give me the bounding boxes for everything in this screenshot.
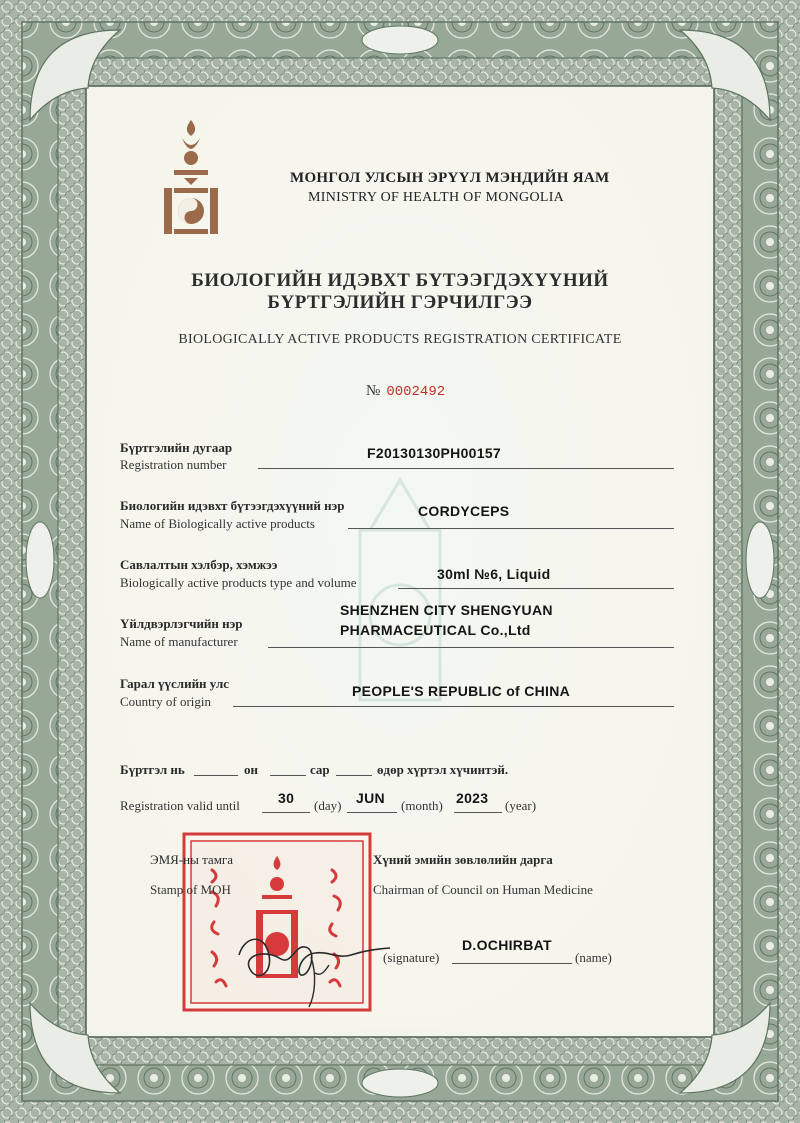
- field-label-mn: Үйлдвэрлэгчийн нэр: [120, 616, 243, 631]
- ministry-name-mn: МОНГОЛ УЛСЫН ЭРҮҮЛ МЭНДИЙН ЯАМ: [290, 170, 610, 186]
- day-label: (day): [314, 798, 342, 813]
- field-underline: [347, 812, 397, 813]
- handwritten-signature: [225, 915, 395, 1010]
- certificate-title-en: BIOLOGICALLY ACTIVE PRODUCTS REGISTRATION CERTIFICATE: [178, 332, 622, 347]
- certificate-title-mn-line1: БИОЛОГИЙН ИДЭВХТ БҮТЭЭГДЭХҮҮНИЙ: [191, 270, 609, 291]
- name-label: (name): [575, 950, 612, 965]
- validity-mn-prefix: Бүртгэл нь: [120, 762, 185, 777]
- field-underline: [268, 647, 674, 648]
- field-underline: [398, 588, 674, 589]
- manufacturer-value-line2: PHARMACEUTICAL Co.,Ltd: [340, 622, 531, 638]
- registration-number-value: F20130130PH00157: [367, 445, 502, 461]
- field-label-mn: Биологийн идэвхт бүтээгдэхүүний нэр: [120, 498, 345, 513]
- stamp-label-en: Stamp of MOH: [150, 882, 231, 897]
- field-underline: [194, 775, 238, 776]
- field-label-en: Registration number: [120, 457, 227, 472]
- year-label: (year): [505, 798, 537, 813]
- stamp-label-mn: ЭМЯ-ны тамга: [150, 852, 234, 867]
- field-label-mn: Гарал үүслийн улс: [120, 676, 230, 691]
- product-name-value: CORDYCEPS: [418, 503, 510, 519]
- field-label-en: Name of manufacturer: [120, 634, 238, 649]
- validity-mn-month: сар: [310, 762, 330, 777]
- field-underline: [348, 528, 674, 529]
- valid-year-value: 2023: [456, 790, 489, 806]
- field-label-en: Country of origin: [120, 694, 211, 709]
- valid-month-value: JUN: [356, 790, 385, 806]
- field-underline: [454, 812, 502, 813]
- chairman-title-en: Chairman of Council on Human Medicine: [373, 882, 593, 897]
- number-symbol: №: [366, 383, 381, 399]
- validity-mn-year: он: [244, 762, 258, 777]
- valid-day-value: 30: [278, 790, 295, 806]
- field-label-mn: Савлалтын хэлбэр, хэмжээ: [120, 557, 278, 572]
- signature-label: (signature): [383, 950, 440, 965]
- validity-en-prefix: Registration valid until: [120, 798, 240, 813]
- field-underline: [233, 706, 674, 707]
- month-label: (month): [401, 798, 443, 813]
- validity-mn-suffix: өдөр хүртэл хүчинтэй.: [377, 762, 509, 777]
- field-underline: [262, 812, 310, 813]
- field-label-en: Biologically active products type and volume: [120, 575, 357, 590]
- field-underline: [258, 468, 674, 469]
- certificate-number-value: 0002492: [386, 384, 446, 400]
- manufacturer-value-line1: SHENZHEN CITY SHENGYUAN: [340, 602, 553, 618]
- chairman-title-mn: Хүний эмийн зөвлөлийн дарга: [373, 852, 553, 867]
- field-underline: [336, 775, 372, 776]
- chairman-name-value: D.OCHIRBAT: [462, 937, 552, 953]
- name-underline: [452, 963, 572, 964]
- field-label-en: Name of Biologically active products: [120, 516, 315, 531]
- certificate-title-mn-line2: БҮРТГЭЛИЙН ГЭРЧИЛГЭЭ: [267, 292, 533, 313]
- field-label-mn: Бүртгэлийн дугаар: [120, 440, 233, 455]
- field-underline: [270, 775, 306, 776]
- soyombo-emblem-icon: [160, 118, 222, 236]
- product-type-value: 30ml №6, Liquid: [437, 566, 551, 582]
- ministry-name-en: MINISTRY OF HEALTH OF MONGOLIA: [308, 190, 565, 205]
- certificate-number: [366, 383, 445, 400]
- country-of-origin-value: PEOPLE'S REPUBLIC of CHINA: [352, 683, 571, 699]
